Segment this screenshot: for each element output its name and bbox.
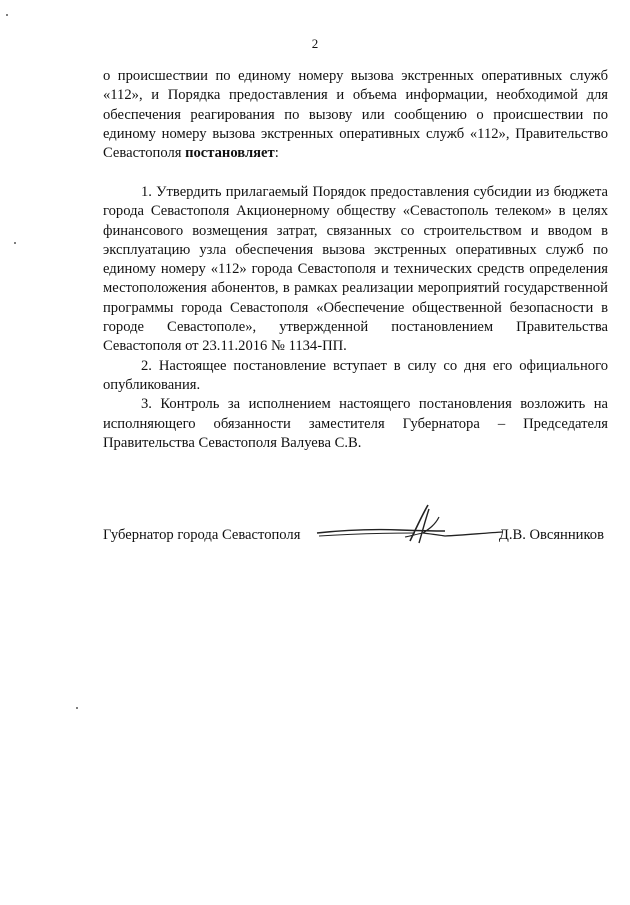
scan-speck	[6, 14, 8, 16]
signatory-name: Д.В. Овсянников	[498, 527, 604, 543]
clause-1: 1. Утвердить прилагаемый Порядок предоставления субсидии из бюджета города Севастополя Акционерному обществу «Севастополь телеком» в целях финансового возмещения затрат, связанных со строительством и вводом в эксплуатацию узла обеспечения вызова экстренных оперативных служб по единому номеру «112» города Севастополя и технических средств определения местоположения абонентов, в рамках реализации мероприятий государственной программы города Севастополя «Обеспечение общественной безопасности в городе Севастополе», утвержденной постановлением Правительства Севастополя от 23.11.2016 № 1134-ПП.	[103, 184, 608, 355]
handwritten-signature	[315, 503, 505, 549]
clause-2: 2. Настоящее постановление вступает в силу со дня его официального опубликования.	[103, 357, 608, 393]
clause-3: 3. Контроль за исполнением настоящего постановления возложить на исполняющего обязанности заместителя Губернатора – Председателя Правительства Севастополя Валуева С.В.	[103, 396, 608, 451]
preamble-paragraph	[103, 67, 608, 163]
page-number: 2	[311, 36, 319, 51]
preamble-tail: :	[274, 145, 279, 162]
clauses-list	[103, 183, 608, 453]
preamble-text: о происшествии по единому номеру вызова экстренных оперативных служб «112», и Порядка предоставления и объема информации, необходимой для обеспечения реагирования по вызову или сообщению о происшествии по единому номеру вызова экстренных оперативных служб «112», Правительство Севастополя	[103, 68, 608, 162]
signatory-position: Губернатор города Севастополя	[103, 527, 301, 543]
preamble-bold-word: постановляет	[185, 145, 275, 162]
signature-block	[103, 525, 608, 551]
scan-speck	[76, 707, 78, 709]
scan-speck	[14, 242, 16, 244]
